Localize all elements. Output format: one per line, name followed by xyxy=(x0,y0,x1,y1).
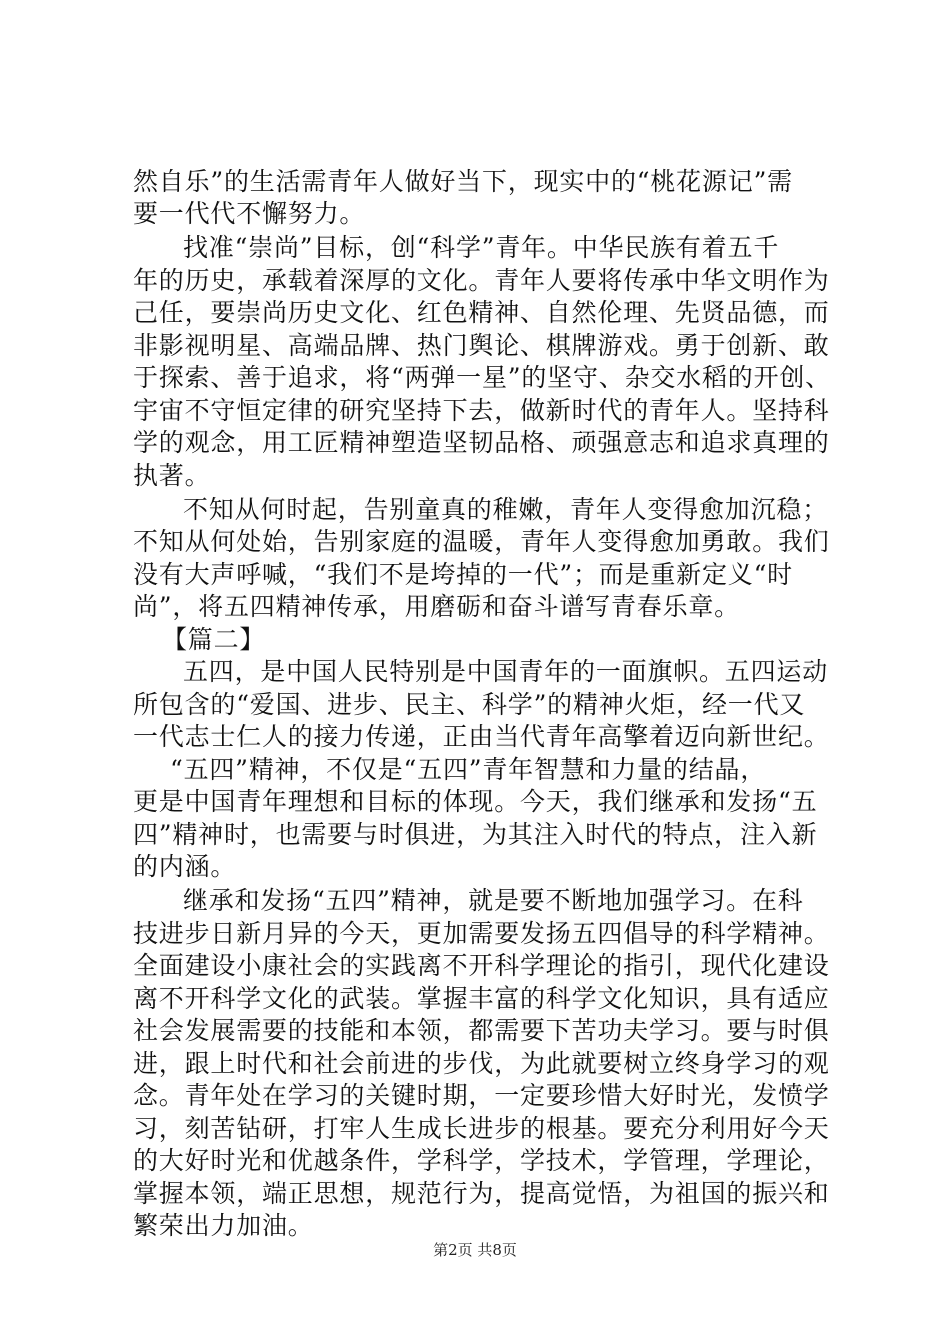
text-line: 的内涵。 xyxy=(133,852,237,881)
text-line: 宇宙不守恒定律的研究坚持下去，做新时代的青年人。坚持科 xyxy=(133,396,830,425)
text-line: 所包含的“爱国、进步、民主、科学”的精神火炬，经一代又 xyxy=(133,690,806,719)
text-line: 于探索、善于追求，将“两弹一星”的坚守、杂交水稻的开创、 xyxy=(133,363,831,392)
text-line: 没有大声呼喊，“我们不是垮掉的一代”；而是重新定义“时 xyxy=(133,560,793,589)
text-line: 离不开科学文化的武装。掌握丰富的科学文化知识，具有适应 xyxy=(133,984,830,1013)
text-line: 尚”，将五四精神传承，用磨砺和奋斗谱写青春乐章。 xyxy=(133,592,740,621)
text-line: 己任，要崇尚历史文化、红色精神、自然伦理、先贤品德，而 xyxy=(133,298,830,327)
text-line: 执著。 xyxy=(133,461,211,490)
text-line: 社会发展需要的技能和本领，都需要下苦功夫学习。要与时俱 xyxy=(133,1016,830,1045)
text-line: 进，跟上时代和社会前进的步伐，为此就要树立终身学习的观 xyxy=(133,1049,830,1078)
paragraph-first-line: 继承和发扬“五四”精神，就是要不断地加强学习。在科 xyxy=(183,886,804,915)
paragraph-first-line: 不知从何时起，告别童真的稚嫩，青年人变得愈加沉稳； xyxy=(183,495,829,524)
text-line: 全面建设小康社会的实践离不开科学理论的指引，现代化建设 xyxy=(133,951,830,980)
text-line: 习，刻苦钻研，打牢人生成长进步的根基。要充分利用好今天 xyxy=(133,1114,830,1143)
text-line: 不知从何处始，告别家庭的温暖，青年人变得愈加勇敢。我们 xyxy=(133,527,830,556)
text-line: 繁荣出力加油。 xyxy=(133,1211,314,1240)
text-line: 掌握本领，端正思想，规范行为，提高觉悟，为祖国的振兴和 xyxy=(133,1179,830,1208)
text-line: 学的观念，用工匠精神塑造坚韧品格、顽强意志和追求真理的 xyxy=(133,428,830,457)
text-line: 非影视明星、高端品牌、热门舆论、棋牌游戏。勇于创新、敢 xyxy=(133,331,830,360)
paragraph-first-line: 五四，是中国人民特别是中国青年的一面旗帜。五四运动 xyxy=(183,657,829,686)
section-heading: 【篇二】 xyxy=(162,625,266,654)
paragraph-first-line: 找准“崇尚”目标，创“科学”青年。中华民族有着五千 xyxy=(183,233,780,262)
text-line: 的大好时光和优越条件，学科学，学技术，学管理，学理论， xyxy=(133,1146,830,1175)
text-line: 念。青年处在学习的关键时期，一定要珍惜大好时光，发愤学 xyxy=(133,1081,830,1110)
text-line: 要一代代不懈努力。 xyxy=(133,199,366,228)
page-number-footer: 第2页 共8页 xyxy=(433,1241,517,1259)
text-line: 然自乐”的生活需青年人做好当下，现实中的“桃花源记”需 xyxy=(133,167,793,196)
text-line: 技进步日新月异的今天，更加需要发扬五四倡导的科学精神。 xyxy=(133,919,830,948)
paragraph-first-line: “五四”精神，不仅是“五四”青年智慧和力量的结晶， xyxy=(170,755,767,784)
text-line: 一代志士仁人的接力传递，正由当代青年高擎着迈向新世纪。 xyxy=(133,722,830,751)
text-line: 更是中国青年理想和目标的体现。今天，我们继承和发扬“五 xyxy=(133,787,818,816)
text-line: 年的历史，承载着深厚的文化。青年人要将传承中华文明作为 xyxy=(133,266,830,295)
text-line: 四”精神时，也需要与时俱进，为其注入时代的特点，注入新 xyxy=(133,820,818,849)
